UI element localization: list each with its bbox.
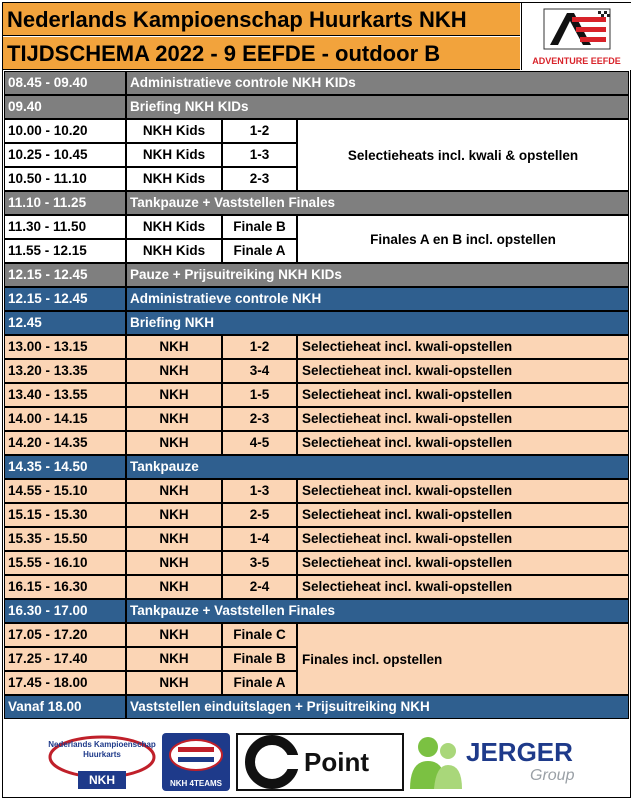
- category-cell: NKH: [126, 479, 222, 503]
- time-cell: 17.05 - 17.20: [4, 623, 126, 647]
- description-cell: Selectieheat incl. kwali-opstellen: [297, 359, 629, 383]
- time-cell: 09.40: [4, 95, 126, 119]
- time-cell: 15.35 - 15.50: [4, 527, 126, 551]
- logo-text: ADVENTURE EEFDE: [532, 56, 621, 66]
- time-cell: 14.35 - 14.50: [4, 455, 126, 479]
- heat-cell: 2-4: [222, 575, 297, 599]
- description-cell: Selectieheat incl. kwali-opstellen: [297, 527, 629, 551]
- table-row: [4, 311, 629, 335]
- people-icon: [408, 733, 464, 791]
- heat-cell: 1-4: [222, 527, 297, 551]
- time-cell: 17.45 - 18.00: [4, 671, 126, 695]
- event-cell: Administratieve controle NKH KIDs: [126, 71, 629, 95]
- table-row: [4, 551, 629, 575]
- jerger-text: JERGER: [466, 737, 573, 767]
- description-cell: Selectieheat incl. kwali-opstellen: [297, 575, 629, 599]
- heat-cell: 1-3: [222, 143, 297, 167]
- description-cell: Selectieheat incl. kwali-opstellen: [297, 551, 629, 575]
- kids-finals-note: Finales A en B incl. opstellen: [297, 215, 629, 263]
- time-cell: 11.10 - 11.25: [4, 191, 126, 215]
- table-row: [4, 575, 629, 599]
- heat-cell: Finale C: [222, 623, 297, 647]
- category-cell: NKH: [126, 575, 222, 599]
- heat-cell: 1-2: [222, 119, 297, 143]
- description-cell: Selectieheat incl. kwali-opstellen: [297, 479, 629, 503]
- table-row: [4, 191, 629, 215]
- event-cell: Tankpauze + Vaststellen Finales: [126, 599, 629, 623]
- time-cell: 16.30 - 17.00: [4, 599, 126, 623]
- table-row: [4, 527, 629, 551]
- c-circle-icon: [244, 735, 304, 789]
- time-cell: 11.30 - 11.50: [4, 215, 126, 239]
- time-cell: 14.20 - 14.35: [4, 431, 126, 455]
- table-row: [4, 695, 629, 719]
- event-cell: Tankpauze + Vaststellen Finales: [126, 191, 629, 215]
- point-logo: [236, 733, 404, 791]
- description-cell: Selectieheat incl. kwali-opstellen: [297, 383, 629, 407]
- category-cell: NKH: [126, 647, 222, 671]
- time-cell: 12.15 - 12.45: [4, 263, 126, 287]
- heat-cell: 1-5: [222, 383, 297, 407]
- page-title: Nederlands Kampioenschap Huurkarts NKH: [3, 3, 520, 36]
- time-cell: 13.00 - 13.15: [4, 335, 126, 359]
- time-cell: Vanaf 18.00: [4, 695, 126, 719]
- time-cell: 16.15 - 16.30: [4, 575, 126, 599]
- category-cell: NKH: [126, 551, 222, 575]
- time-cell: 13.40 - 13.55: [4, 383, 126, 407]
- time-cell: 12.45: [4, 311, 126, 335]
- heat-cell: 3-5: [222, 551, 297, 575]
- nkh-finals-note: Finales incl. opstellen: [297, 623, 629, 695]
- time-cell: 11.55 - 12.15: [4, 239, 126, 263]
- category-cell: NKH: [126, 503, 222, 527]
- heat-cell: 4-5: [222, 431, 297, 455]
- category-cell: NKH Kids: [126, 239, 222, 263]
- heat-cell: 3-4: [222, 359, 297, 383]
- table-row: [4, 335, 629, 359]
- point-text: Point: [304, 747, 369, 777]
- table-row: [4, 599, 629, 623]
- adventure-logo-icon: [522, 3, 631, 53]
- event-cell: Briefing NKH: [126, 311, 629, 335]
- description-cell: Selectieheat incl. kwali-opstellen: [297, 503, 629, 527]
- heat-cell: 1-3: [222, 479, 297, 503]
- flag-icon: [162, 733, 230, 777]
- time-cell: 10.50 - 11.10: [4, 167, 126, 191]
- nkh-4teams-logo: [162, 733, 230, 791]
- category-cell: NKH Kids: [126, 119, 222, 143]
- time-cell: 12.15 - 12.45: [4, 287, 126, 311]
- table-row: [4, 263, 629, 287]
- time-cell: 14.55 - 15.10: [4, 479, 126, 503]
- table-row: [4, 479, 629, 503]
- jerger-sub: Group: [530, 767, 575, 784]
- nkh-logo-line1: Nederlands Kampioenschap: [48, 740, 156, 749]
- adventure-eefde-logo: [521, 3, 631, 70]
- description-cell: Selectieheat incl. kwali-opstellen: [297, 335, 629, 359]
- table-row: [4, 503, 629, 527]
- heat-cell: Finale A: [222, 671, 297, 695]
- nkh-logo-line2: Huurkarts: [83, 750, 121, 759]
- table-row: [4, 407, 629, 431]
- heat-cell: Finale A: [222, 239, 297, 263]
- category-cell: NKH: [126, 527, 222, 551]
- table-row: [4, 455, 629, 479]
- heat-cell: 2-3: [222, 407, 297, 431]
- time-cell: 10.25 - 10.45: [4, 143, 126, 167]
- event-cell: Briefing NKH KIDs: [126, 95, 629, 119]
- category-cell: NKH: [126, 623, 222, 647]
- table-row: [4, 431, 629, 455]
- event-cell: Tankpauze: [126, 455, 629, 479]
- time-cell: 15.55 - 16.10: [4, 551, 126, 575]
- nkh-logo-badge: NKH: [89, 773, 115, 787]
- heat-cell: 2-3: [222, 167, 297, 191]
- jerger-logo: [408, 733, 586, 791]
- heat-cell: 1-2: [222, 335, 297, 359]
- time-cell: 10.00 - 10.20: [4, 119, 126, 143]
- category-cell: NKH: [126, 407, 222, 431]
- time-cell: 13.20 - 13.35: [4, 359, 126, 383]
- category-cell: NKH: [126, 383, 222, 407]
- time-cell: 08.45 - 09.40: [4, 71, 126, 95]
- table-row: [4, 383, 629, 407]
- description-cell: Selectieheat incl. kwali-opstellen: [297, 407, 629, 431]
- category-cell: NKH: [126, 431, 222, 455]
- heat-cell: Finale B: [222, 215, 297, 239]
- table-row: [4, 71, 629, 95]
- event-cell: Administratieve controle NKH: [126, 287, 629, 311]
- table-row: [4, 359, 629, 383]
- time-cell: 14.00 - 14.15: [4, 407, 126, 431]
- category-cell: NKH Kids: [126, 143, 222, 167]
- page-subtitle: TIJDSCHEMA 2022 - 9 EEFDE - outdoor B: [3, 37, 520, 70]
- teams-label: NKH 4TEAMS: [169, 779, 222, 788]
- category-cell: NKH: [126, 671, 222, 695]
- time-cell: 17.25 - 17.40: [4, 647, 126, 671]
- table-row: [4, 95, 629, 119]
- category-cell: NKH Kids: [126, 215, 222, 239]
- category-cell: NKH: [126, 335, 222, 359]
- time-cell: 15.15 - 15.30: [4, 503, 126, 527]
- event-cell: Pauze + Prijsuitreiking NKH KIDs: [126, 263, 629, 287]
- heat-cell: Finale B: [222, 647, 297, 671]
- event-cell: Vaststellen einduitslagen + Prijsuitreiking NKH: [126, 695, 629, 719]
- nkh-sponsor-logo: [48, 733, 156, 791]
- description-cell: Selectieheat incl. kwali-opstellen: [297, 431, 629, 455]
- heat-cell: 2-5: [222, 503, 297, 527]
- category-cell: NKH Kids: [126, 167, 222, 191]
- sponsor-bar: [4, 727, 629, 797]
- category-cell: NKH: [126, 359, 222, 383]
- table-row: [4, 287, 629, 311]
- heats-note: Selectieheats incl. kwali & opstellen: [297, 119, 629, 191]
